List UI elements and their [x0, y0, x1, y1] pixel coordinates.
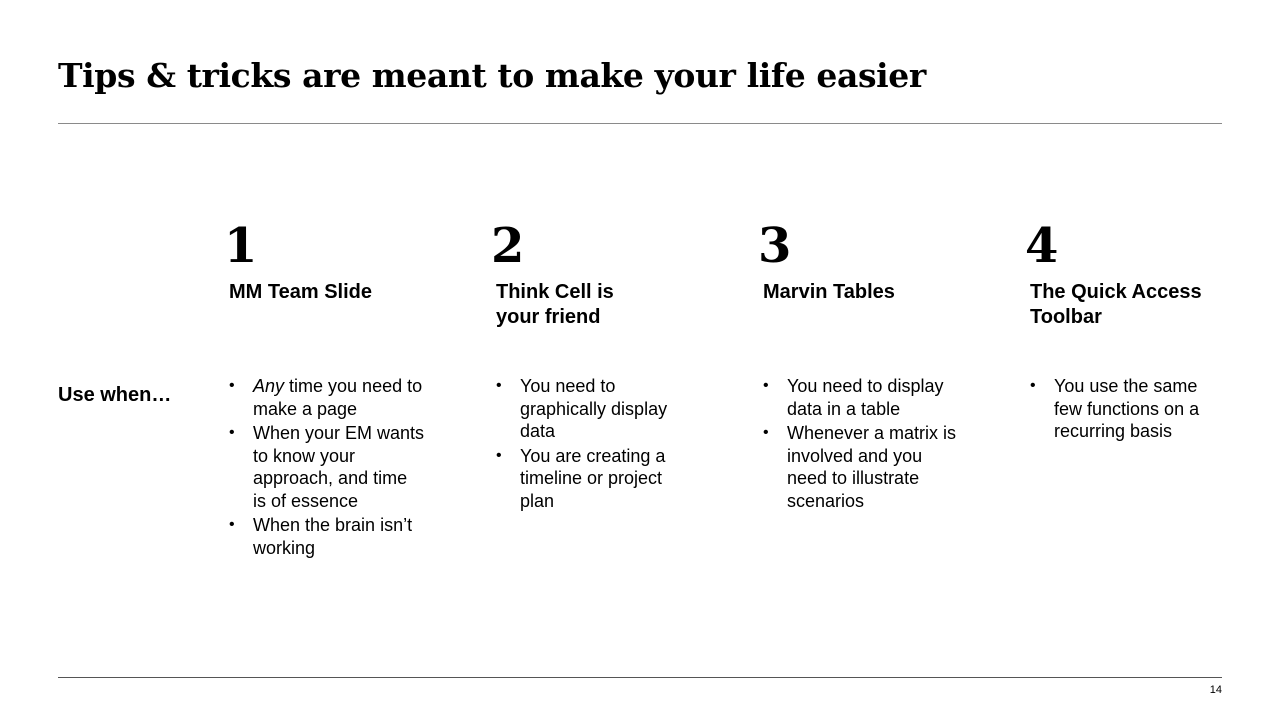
- bullet-list: [763, 375, 959, 512]
- bullet-dot: •: [496, 446, 502, 464]
- tip-column-4: [1025, 218, 1255, 445]
- bullet-text: When your EM wants to know your approach, and time is of essence: [253, 423, 425, 511]
- bullet-dot: •: [1030, 377, 1036, 394]
- tip-number: 4: [1025, 218, 1059, 274]
- bullet-dot: •: [496, 377, 502, 394]
- bullet-text: You need to graphically display data: [520, 376, 668, 441]
- bullet-list: [496, 375, 692, 512]
- bullet-item: [229, 514, 425, 559]
- tip-heading: Think Cell is your friend: [496, 281, 614, 328]
- tip-number: 3: [758, 218, 792, 274]
- tip-heading: MM Team Slide: [229, 281, 372, 303]
- use-when-label: Use when…: [58, 384, 172, 406]
- bullet-dot: •: [763, 424, 769, 441]
- bullet-dot: •: [229, 424, 235, 441]
- bullet-emphasis: Any: [253, 376, 285, 396]
- bullet-text: Whenever a matrix is involved and you need to illustrate scenarios: [787, 423, 957, 511]
- bullet-dot: •: [763, 377, 769, 394]
- tip-number: 2: [491, 218, 525, 274]
- slide-title: Tips & tricks are meant to make your life easier: [58, 56, 926, 95]
- bullet-item: [496, 445, 692, 513]
- page-number: 14: [1209, 684, 1222, 696]
- tip-heading: The Quick Access Toolbar: [1030, 281, 1202, 328]
- bullet-item: [1030, 375, 1210, 443]
- tip-column-2: [491, 218, 721, 514]
- bullet-text: You use the same few functions on a recurring basis: [1054, 376, 1200, 441]
- tip-column-1: [224, 218, 454, 561]
- footer-divider: [58, 677, 1222, 678]
- bullet-item: [763, 422, 959, 512]
- bullet-list: [1030, 375, 1210, 443]
- bullet-text: time you need to make a page: [253, 376, 423, 419]
- bullet-item: [763, 375, 959, 420]
- bullet-item: [496, 375, 692, 443]
- bullet-item: [229, 422, 425, 512]
- bullet-text: When the brain isn’t working: [253, 515, 413, 558]
- title-divider: [58, 123, 1222, 124]
- bullet-dot: •: [229, 377, 235, 394]
- bullet-item: [229, 375, 425, 420]
- tip-column-3: [758, 218, 988, 514]
- bullet-text: You need to display data in a table: [787, 376, 944, 419]
- tip-heading: Marvin Tables: [763, 281, 895, 303]
- bullet-dot: •: [229, 516, 235, 533]
- tip-number: 1: [224, 218, 258, 274]
- bullet-list: [229, 375, 425, 559]
- bullet-text: You are creating a timeline or project plan: [520, 445, 666, 511]
